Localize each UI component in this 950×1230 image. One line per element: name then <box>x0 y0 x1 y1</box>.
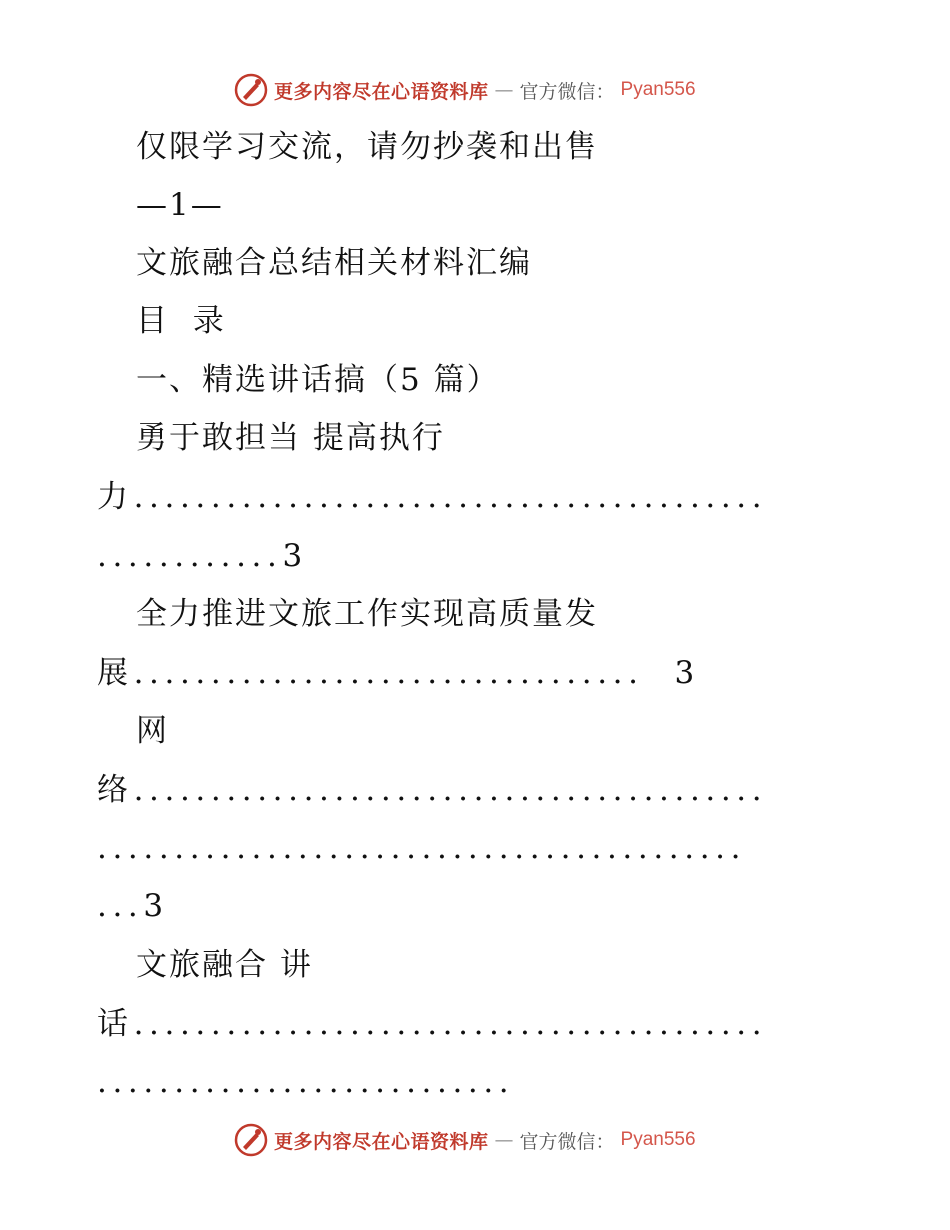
page-number: —1— <box>136 187 224 223</box>
toc-entry-3-leader-cont: .......................................... <box>97 830 747 866</box>
watermark-dash: — <box>494 79 514 101</box>
toc-entry-1-title: 勇于敢担当 提高执行 <box>136 420 445 456</box>
toc-entry-2-title: 全力推进文旅工作实现高质量发 <box>136 596 598 632</box>
watermark-dash: — <box>494 1129 514 1151</box>
toc-entry-1-leader: 力......................................... <box>97 479 768 515</box>
watermark-header <box>234 71 754 109</box>
pen-logo-icon <box>234 73 268 107</box>
toc-entry-4-leader-cont: ........................... <box>97 1064 515 1100</box>
watermark-footer <box>234 1121 754 1159</box>
toc-entry-3-page: ...3 <box>97 888 169 924</box>
toc-entry-4-leader: 话......................................... <box>97 1006 768 1042</box>
toc-entry-1-page: ............3 <box>97 538 308 574</box>
toc-section-heading: 一、精选讲话搞（5 篇） <box>136 362 500 398</box>
toc-entry-2-leader: 展................................. 3 <box>97 655 700 691</box>
watermark-wechat-id: Pyan556 <box>620 79 696 100</box>
toc-heading: 目 录 <box>136 303 226 339</box>
toc-entry-4-title: 文旅融合 讲 <box>136 947 313 983</box>
toc-entry-3-title: 网 <box>136 713 169 749</box>
toc-entry-3-leader: 络......................................... <box>97 772 768 808</box>
watermark-main-text: 更多内容尽在心语资料库 <box>274 1130 489 1153</box>
pen-logo-icon <box>234 1123 268 1157</box>
watermark-wechat-id: Pyan556 <box>620 1129 696 1150</box>
watermark-wechat-label: 官方微信： <box>519 1130 615 1153</box>
notice-line: 仅限学习交流，请勿抄袭和出售 <box>136 129 598 165</box>
watermark-wechat-label: 官方微信： <box>519 80 615 103</box>
document-title: 文旅融合总结相关材料汇编 <box>136 245 532 281</box>
watermark-main-text: 更多内容尽在心语资料库 <box>274 80 489 103</box>
